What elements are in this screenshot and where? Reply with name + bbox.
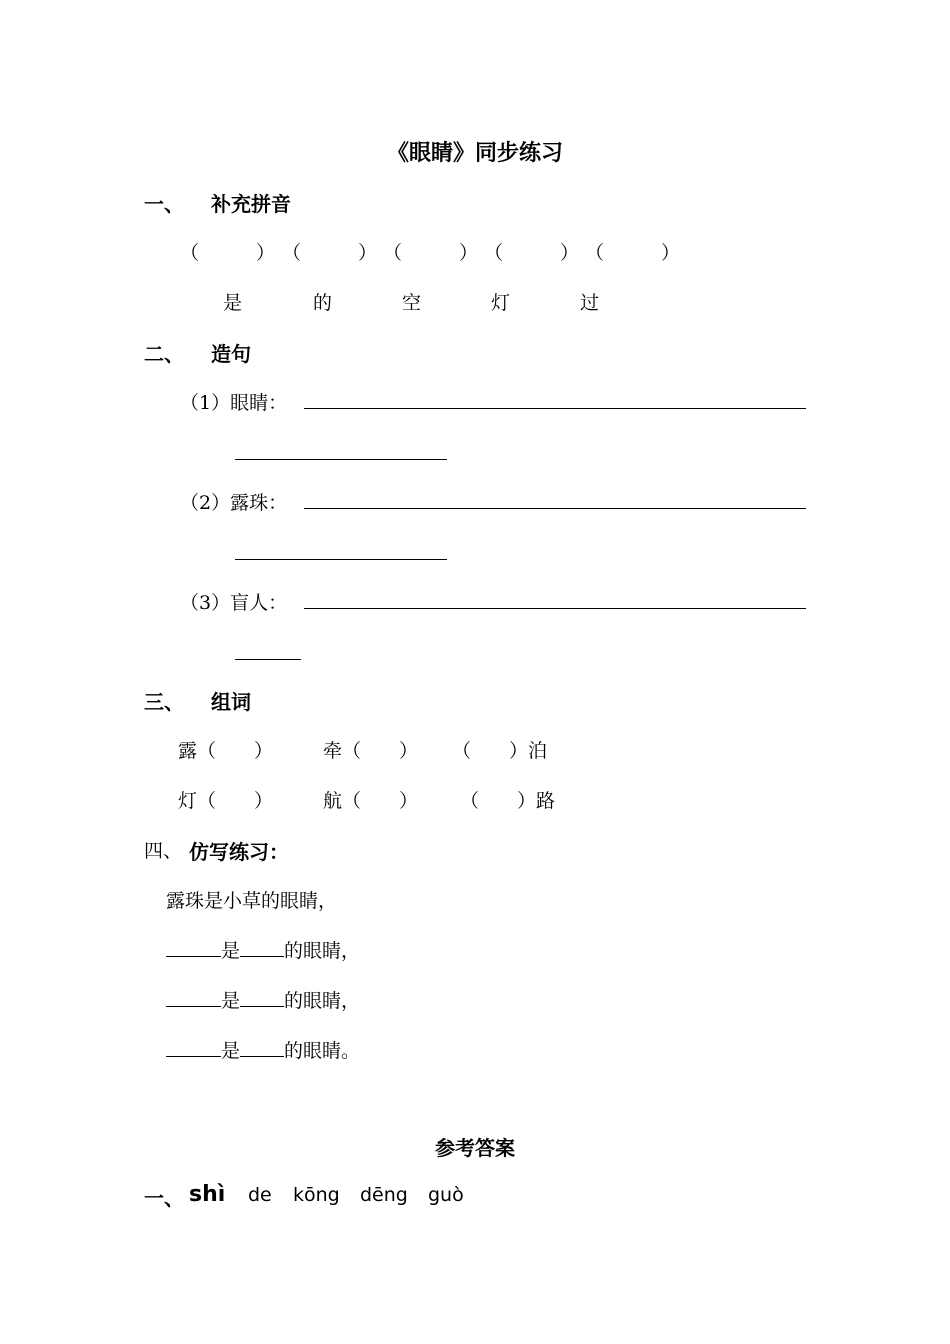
answer-pinyin-2: de: [248, 1184, 272, 1206]
imitation-mid-3: 是: [221, 1040, 241, 1062]
answer-pinyin-5: guò: [428, 1184, 464, 1206]
pinyin-blank-1[interactable]: （ ）: [180, 242, 276, 264]
blank-subject-3[interactable]: [166, 1038, 221, 1057]
answers-title: 参考答案: [435, 1136, 515, 1160]
char-3: 空: [402, 292, 422, 314]
section-1-title: 补充拼音: [211, 192, 291, 216]
answer-pinyin-3: kōng: [293, 1184, 340, 1206]
sentence-line-3a[interactable]: [304, 608, 806, 609]
section-4-number: 四、: [144, 840, 183, 862]
pinyin-blank-3[interactable]: （ ）: [383, 242, 479, 264]
sentence-line-1b[interactable]: [235, 459, 447, 460]
section-4-title: 仿写练习：: [189, 840, 289, 864]
char-5: 过: [580, 292, 600, 314]
sentence-line-2b[interactable]: [235, 559, 447, 560]
answer-pinyin-1: shì: [189, 1182, 226, 1207]
word-group-2[interactable]: 牵（ ）: [323, 740, 419, 762]
word-group-3[interactable]: （ ）泊: [452, 740, 548, 762]
char-4: 灯: [491, 292, 511, 314]
imitation-line-1: [166, 936, 360, 963]
char-2: 的: [313, 292, 333, 314]
section-3-title: 组词: [211, 690, 251, 714]
section-2-title: 造句: [211, 342, 251, 366]
sentence-line-2a[interactable]: [304, 508, 806, 509]
imitation-end-1: 的眼睛，: [284, 940, 361, 962]
word-group-5[interactable]: 航（ ）: [323, 790, 419, 812]
sentence-line-3b[interactable]: [235, 659, 301, 660]
blank-object-2[interactable]: [240, 988, 284, 1007]
section-2-number: 二、: [144, 342, 184, 366]
word-group-1[interactable]: 露（ ）: [178, 740, 274, 762]
pinyin-blank-4[interactable]: （ ）: [484, 242, 580, 264]
answer-pinyin-4: dēng: [360, 1184, 408, 1206]
section-1-number: 一、: [144, 192, 184, 216]
imitation-mid-2: 是: [221, 990, 241, 1012]
blank-object-3[interactable]: [240, 1038, 284, 1057]
sentence-label-3: （3）盲人：: [180, 592, 288, 614]
answers-number: 一、: [144, 1186, 184, 1210]
sentence-label-2: （2）露珠：: [180, 492, 288, 514]
imitation-mid-1: 是: [221, 940, 241, 962]
imitation-line-3: [166, 1036, 360, 1063]
imitation-end-3: 的眼睛。: [284, 1040, 361, 1062]
imitation-end-2: 的眼睛，: [284, 990, 361, 1012]
blank-subject-1[interactable]: [166, 938, 221, 957]
imitation-line-2: [166, 986, 360, 1013]
char-1: 是: [223, 292, 243, 314]
word-group-6[interactable]: （ ）路: [460, 790, 556, 812]
word-group-4[interactable]: 灯（ ）: [178, 790, 274, 812]
blank-subject-2[interactable]: [166, 988, 221, 1007]
page-title: 《眼睛》同步练习: [386, 140, 563, 166]
pinyin-blank-5[interactable]: （ ）: [585, 242, 681, 264]
blank-object-1[interactable]: [240, 938, 284, 957]
sentence-line-1a[interactable]: [304, 408, 806, 409]
sentence-label-1: （1）眼睛：: [180, 392, 288, 414]
section-3-number: 三、: [144, 690, 184, 714]
example-sentence: 露珠是小草的眼睛，: [166, 890, 338, 912]
pinyin-blank-2[interactable]: （ ）: [282, 242, 378, 264]
